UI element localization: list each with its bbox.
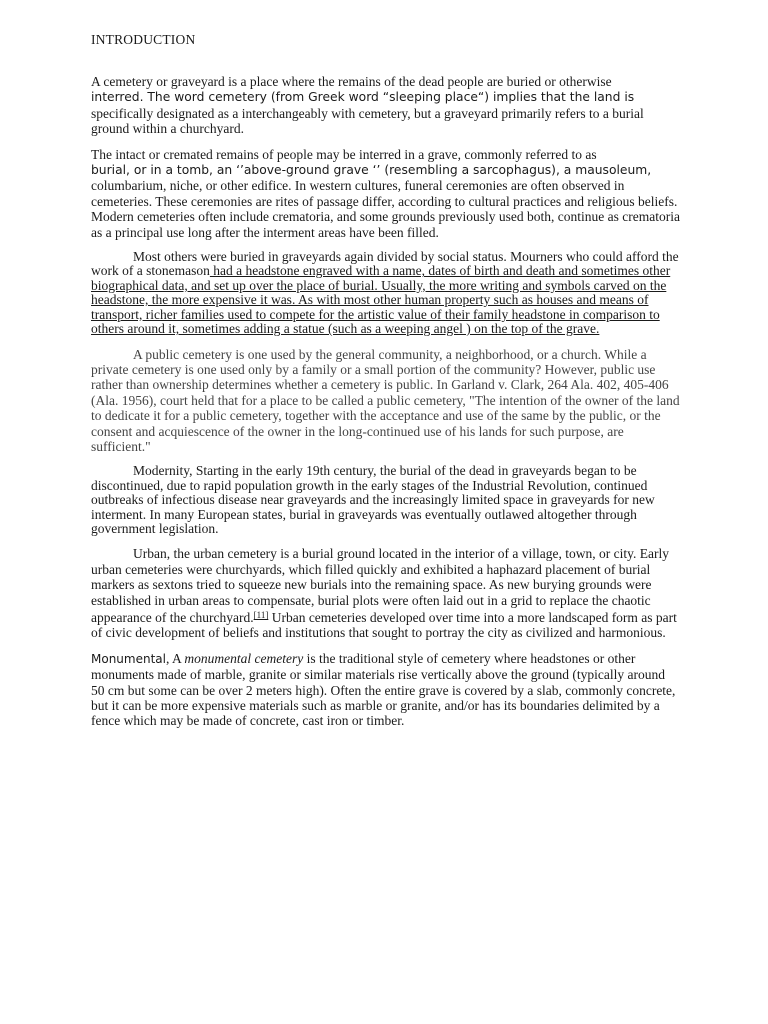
p7-mid: , A	[165, 650, 185, 666]
p7-rest: is the traditional style of cemetery where headstones or other monuments made of marble, granite or similar materials rise vertically above the ground (typically around 50 cm but some can be over 2 meters high). Often the entire grave is covered by a slab, commonly concrete, but it can be more expensive materials such as marble or granite, and/or has its boundaries delimited by a fence which may be made of concrete, cast iron or timber.	[91, 650, 676, 729]
paragraph-modernity: Modernity, Starting in the early 19th century, the burial of the dead in graveyards began to be discontinued, due to rapid population growth in the early stages of the Industrial Revolution, continued outbreaks of infectious disease near graveyards and the increasingly limited space in graveyards for new interment. In many European states, burial in graveyards was eventually outlawed altogether through government legislation.	[91, 463, 655, 536]
paragraph-definition	[91, 74, 681, 137]
document-page	[91, 32, 681, 739]
p6-text-a: Urban, the urban cemetery is a burial ground located in the interior of a village, town, or city. Early urban cemeteries were churchyards, which filled quickly and exhibited a haphazard placement of burial markers as sextons tried to squeeze new burials into the remaining space. As new burying grounds were established in urban areas to compensate, burial plots were often laid out in a grid to replace the chaotic appearance of the churchyard.	[91, 546, 669, 625]
p2-line-b: burial, or in a tomb, an ‘’above-ground grave ‘’ (resembling a sarcophagus), a mausoleum,	[91, 163, 652, 178]
p1-line-b: interred. The word cemetery (from Greek word “sleeping place“) implies that the land is	[91, 90, 635, 105]
p3-text-b: had a headstone engraved with a name, dates of birth and death and sometimes other biographical data, and set up over the place of burial. Usually, the more writing and symbols carved on the headstone, the more expensive it was. As with most other human property such as houses and means of transport, richer families used to compete for the artistic value of their family headstone in comparison to others around it, sometimes adding a statue (such as a weeping angel ) on the top of the grave.	[91, 263, 671, 337]
paragraph-remains	[91, 147, 681, 240]
citation-link[interactable]: [11]	[253, 610, 269, 620]
p7-label: Monumental	[91, 651, 166, 666]
paragraph-public-cemetery: A public cemetery is one used by the general community, a neighborhood, or a church. While a private cemetery is one used only by a family or a small portion of the community? However, public use rather than ownership determines whether a cemetery is public. In Garland v. Clark, 264 Ala. 402, 405-406 (Ala. 1956), court held that for a place to be called a public cemetery, "The intention of the owner of the land to dedicate it for a public cemetery, together with the acceptance and use of the same by the public, or the consent and acquiescence of the owner in the long-continued use of his lands for such purpose, are sufficient."	[91, 346, 680, 454]
paragraph-urban	[91, 546, 681, 640]
paragraph-monumental	[91, 651, 681, 729]
p1-line-a: A cemetery or graveyard is a place where the remains of the dead people are buried or otherwise	[91, 74, 612, 89]
p3-text-a: Most others were buried in graveyards again divided by social status. Mourners who could afford the work of a stonemason	[91, 249, 679, 279]
paragraph-graveyards	[91, 250, 681, 336]
p2-line-a: The intact or cremated remains of people may be interred in a grave, commonly referred to as	[91, 146, 597, 162]
p1-line-c: specifically designated as a interchangeably with cemetery, but a graveyard primarily refers to a burial ground within a churchyard.	[91, 105, 644, 137]
p2-line-c: columbarium, niche, or other edifice. In western cultures, funeral ceremonies are often observed in cemeteries. These ceremonies are rites of passage differ, according to cultural practices and religious beliefs. Modern cemeteries often include crematoria, and some grounds previously used both, continue as crematoria as a principal use long after the interment areas have been filled.	[91, 178, 680, 240]
section-heading: INTRODUCTION	[91, 32, 196, 47]
p7-term: monumental cemetery	[184, 650, 304, 666]
p6-text-b: Urban cemeteries developed over time into a more landscaped form as part of civic development of beliefs and institutions that sought to portray the city as civilized and harmonious.	[91, 610, 677, 641]
